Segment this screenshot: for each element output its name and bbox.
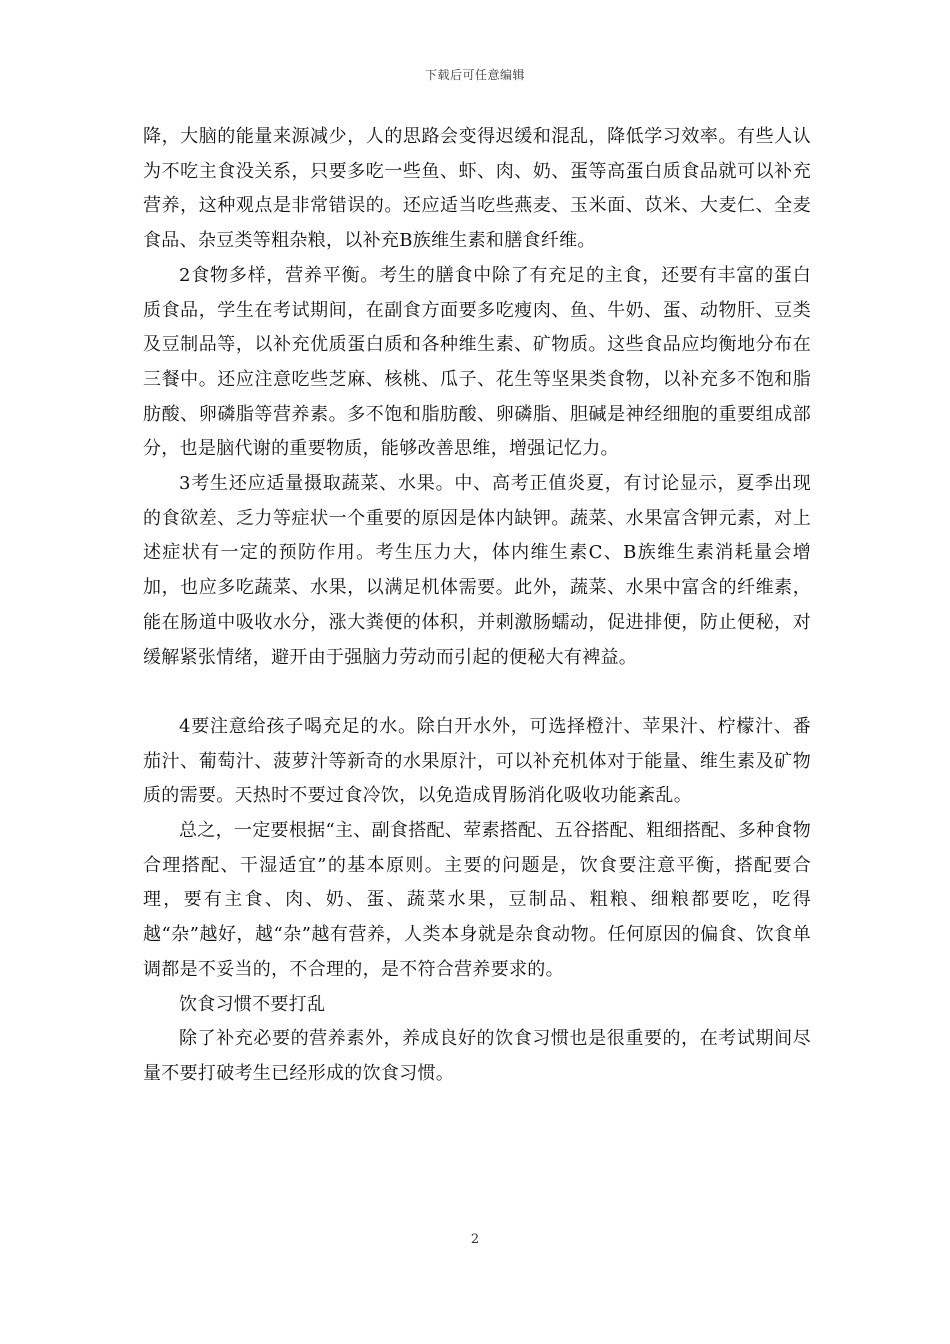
- paragraph-spacer: [143, 675, 811, 710]
- page-number: 2: [470, 1232, 480, 1247]
- section-heading-eating-habits: 饮食习惯不要打乱: [179, 993, 326, 1015]
- document-body: [143, 120, 811, 1092]
- page-header: 下载后可任意编辑: [424, 68, 525, 82]
- paragraph-eating-habits: 除了补充必要的营养素外，养成良好的饮食习惯也是很重要的，在考试期间尽量不要打破考生已经形成的饮食习惯。: [143, 1028, 811, 1084]
- paragraph-carryover: 降，大脑的能量来源减少，人的思路会变得迟缓和混乱，降低学习效率。有些人认为不吃主食没关系，只要多吃一些鱼、虾、肉、奶、蛋等高蛋白质食品就可以补充营养，这种观点是非常错误的。还应适当吃些燕麦、玉米面、苡米、大麦仁、全麦食品、杂豆类等粗杂粮，以补充B族维生素和膳食纤维。: [143, 126, 811, 252]
- paragraph-water: 4要注意给孩子喝充足的水。除白开水外，可选择橙汁、苹果汁、柠檬汁、番茄汁、葡萄汁、菠萝汁等新奇的水果原汁，可以补充机体对于能量、维生素及矿物质的需要。天热时不要过食冷饮，以免造成胃肠消化吸收功能紊乱。: [143, 715, 811, 807]
- paragraph-food-variety: 2食物多样，营养平衡。考生的膳食中除了有充足的主食，还要有丰富的蛋白质食品，学生在考试期间，在副食方面要多吃瘦肉、鱼、牛奶、蛋、动物肝、豆类及豆制品等，以补充优质蛋白质和各种维生素、矿物质。这些食品应均衡地分布在三餐中。还应注意吃些芝麻、核桃、瓜子、花生等坚果类食物，以补充多不饱和脂肪酸、卵磷脂等营养素。多不饱和脂肪酸、卵磷脂、胆碱是神经细胞的重要组成部分，也是脑代谢的重要物质，能够改善思维，增强记忆力。: [143, 264, 811, 460]
- paragraph-summary: 总之，一定要根据“主、副食搭配、荤素搭配、五谷搭配、粗细搭配、多种食物合理搭配、干湿适宜”的基本原则。主要的问题是，饮食要注意平衡，搭配要合理，要有主食、肉、奶、蛋、蔬菜水果，豆制品、粗粮、细粮都要吃，吃得越“杂”越好，越“杂”越有营养，人类本身就是杂食动物。任何原因的偏食、饮食单调都是不妥当的，不合理的，是不符合营养要求的。: [143, 820, 811, 980]
- paragraph-vegetables-fruit: 3考生还应适量摄取蔬菜、水果。中、高考正值炎夏，有讨论显示，夏季出现的食欲差、乏力等症状一个重要的原因是体内缺钾。蔬菜、水果富含钾元素，对上述症状有一定的预防作用。考生压力大，体内维生素C、B族维生素消耗量会增加，也应多吃蔬菜、水果，以满足机体需要。此外，蔬菜、水果中富含的纤维素，能在肠道中吸收水分，涨大粪便的体积，并刺激肠蠕动，促进排便，防止便秘，对缓解紧张情绪，避开由于强脑力劳动而引起的便秘大有裨益。: [143, 473, 811, 668]
